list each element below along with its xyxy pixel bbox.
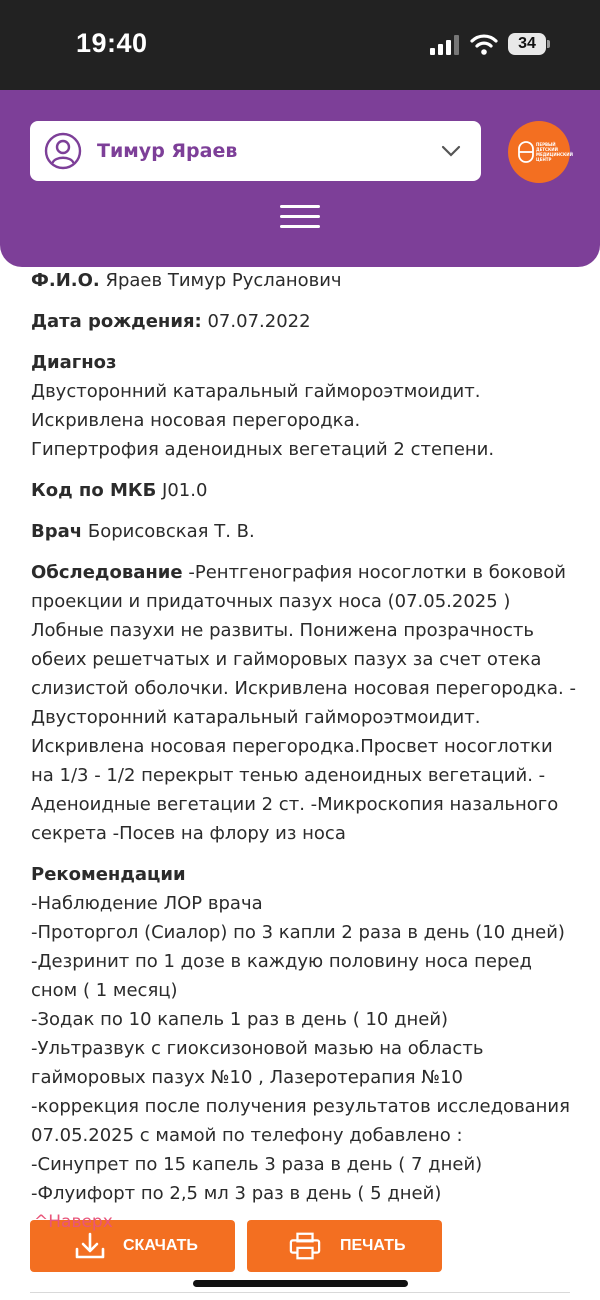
wifi-icon: [470, 33, 498, 55]
scroll-to-top-link[interactable]: ^Наверх: [34, 1212, 113, 1232]
battery-level: 34: [508, 33, 546, 55]
recommendation-item: -коррекция после получения результатов исследования 07.05.2025 с мамой по телефону добавлено :: [31, 1096, 570, 1146]
status-bar: [0, 0, 600, 90]
dob-value: 07.07.2022: [207, 311, 311, 332]
medical-record: [31, 266, 576, 1220]
recommendation-item: -Ультразвук с гиоксизоновой мазью на область гайморовых пазух №10 , Лазеротерапия №10: [31, 1038, 484, 1088]
diagnosis-line: Гипертрофия аденоидных вегетаций 2 степени.: [31, 439, 495, 460]
recommendation-item: -Наблюдение ЛОР врача: [31, 893, 263, 914]
fio-value: Яраев Тимур Русланович: [105, 270, 342, 291]
diagnosis-line: Искривлена носовая перегородка.: [31, 410, 361, 431]
selected-user-name: Тимур Яраев: [97, 140, 238, 162]
recommendation-item: -Синупрет по 15 капель 3 раза в день ( 7 дней): [31, 1154, 483, 1175]
battery-icon: [508, 33, 550, 55]
exam-field: [31, 558, 576, 848]
download-icon: [74, 1230, 106, 1262]
hamburger-menu-icon[interactable]: [280, 205, 320, 229]
printer-icon: [289, 1230, 321, 1262]
recommendation-item: -Флуифорт по 2,5 мл 3 раз в день ( 5 дней): [31, 1183, 442, 1204]
cellular-signal-icon: [430, 35, 460, 55]
recommendation-item: -Дезринит по 1 дозе в каждую половину носа перед сном ( 1 месяц): [31, 951, 532, 1001]
fio-label: Ф.И.О.: [31, 270, 100, 291]
print-label: ПЕЧАТЬ: [340, 1237, 406, 1254]
home-indicator[interactable]: [193, 1280, 408, 1287]
dob-label: Дата рождения:: [31, 311, 202, 332]
chevron-down-icon: [441, 143, 461, 159]
dob-field: [31, 307, 576, 336]
doctor-label: Врач: [31, 521, 83, 542]
recommendations-label: Рекомендации: [31, 864, 186, 885]
clinic-logo[interactable]: [508, 121, 573, 183]
mkb-field: [31, 476, 576, 505]
clinic-logo-text: ПЕРВЫЙ ДЕТСКИЙ МЕДИЦИНСКИЙ ЦЕНТР: [536, 142, 573, 162]
app-header: [0, 90, 600, 267]
diagnosis-label: Диагноз: [31, 352, 117, 373]
diagnosis-field: [31, 348, 576, 464]
download-label: СКАЧАТЬ: [123, 1237, 198, 1254]
mkb-value: J01.0: [162, 480, 208, 501]
recommendation-item: -Проторгол (Сиалор) по 3 капли 2 раза в день (10 дней): [31, 922, 565, 943]
user-select-dropdown[interactable]: [30, 121, 481, 181]
doctor-value: Борисовская Т. В.: [87, 521, 255, 542]
print-button[interactable]: [247, 1220, 442, 1272]
user-avatar-icon: [44, 132, 82, 170]
doctor-field: [31, 517, 576, 546]
status-time: 19:40: [76, 28, 148, 58]
recommendations-field: [31, 860, 576, 1208]
exam-text: -Рентгенография носоглотки в боковой проекции и придаточных пазух носа (07.05.2025 ) Лобные пазухи не развиты. Понижена прозрачность обеих решетчатых и гайморовых пазух за счет отека слизистой оболочки. Искривлена носовая перегородка. - Двусторонний катаральный гаймороэтмоидит. Искривлена носовая перегородка.Просвет носоглотки на 1/3 - 1/2 перекрыт тенью аденоидных вегетаций. - Аденоидные вегетации 2 ст. -Микроскопия назального секрета -Посев на флору из носа: [31, 562, 576, 844]
mkb-label: Код по МКБ: [31, 480, 157, 501]
exam-label: Обследование: [31, 562, 183, 583]
diagnosis-line: Двусторонний катаральный гаймороэтмоидит.: [31, 381, 481, 402]
clinic-logo-mark-icon: [518, 141, 534, 163]
bottom-divider: [30, 1292, 570, 1293]
recommendation-item: -Зодак по 10 капель 1 раз в день ( 10 дней): [31, 1009, 449, 1030]
fio-field: [31, 266, 576, 295]
